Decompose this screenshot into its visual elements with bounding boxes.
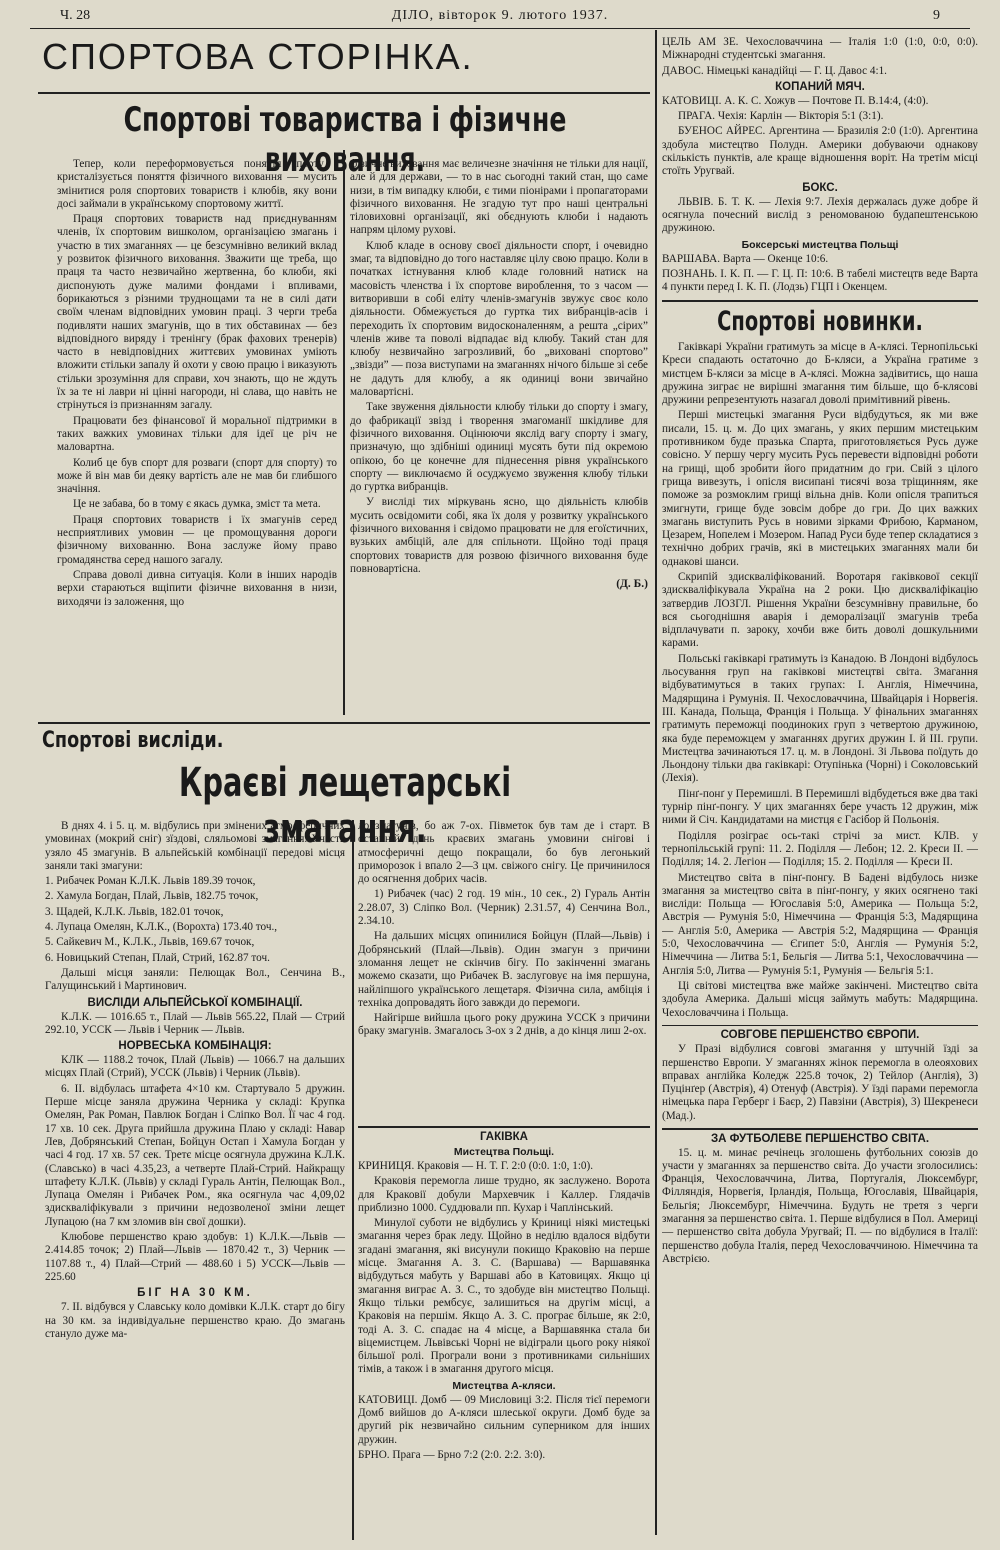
paragraph: ПРАГА. Чехія: Карлін — Вікторія 5:1 (3:1). (678, 110, 884, 123)
paragraph: Колиб це був спорт для розваги (спорт для спорту) то може й він мав би деяку вартість але не мав би глибшого значіння. (57, 456, 337, 496)
paragraph: Минулої суботи не відбулись у Криниці ніякі мистецькі змагання через брак леду. Щойно в неділю вдалося відбути згадані змагання, які висунули покищо Краковію на перше місце. Змагання А. З. С. (Варшава) — Варшавянка відбудуться мабуть у Варшаві або в Катовицях. Якщо ці змагання виграє А. З. С., то здобуде він мистецтво Польщі. Якщо тільки рембсує, залишиться на другім місці, а Краковія на першім. Якщо А. З. С. програє більше, як 2:0, тоді А. З. С. спадає на 4 місце, а Варшавянка стала би віцемистцем. Львівські Чорні не відіграли цього року ніякої більшої ролі. Програли вони з противниками сильніших тімів, а також і в змагання другого місця. (358, 1217, 650, 1376)
paragraph: КЛК — 1188.2 точок, Плай (Львів) — 1066.7 на дальших місцях Плай (Стрий), УССК (Львів) і Черник (Львів). (45, 1054, 345, 1080)
paragraph: 6. II. відбулась штафета 4×10 км. Стартувало 5 дружин. Перше місце заняла дружина Черника у складі: Крупка Омелян, Рак Роман, Павлюк Богдан і Сліпко Вол. Її час 4 год. 17 хв. 10 сек. Друга прийшла дружина Плаю у складі: Навар Лев, Добрянський Степан, Бойцун Остап і Хамула Богдан у часі 4 год. 17 хв. 57 сек. Третє місце осягнула дружина К.Л.К. (Славсько) в часі 4.35,23, а четверте Плай-Стрий. Найкращу штафету К.Л.К. (Львів) у складі Гураль Антін, Пелющак Вол., Лупаца Омелян і Рибачек Ром., яка осягнула час 4,09,02 здискваліфікували з причини недозволеної зміни лещет Лупацою (на 7 км зломив він свої дошки). (45, 1082, 345, 1228)
result-line: 4. Лупаца Омелян, К.Л.К., (Ворохта) 173.40 точ., (45, 921, 278, 934)
paragraph: Перші мистецькі змагання Руси відбудуться, як ми вже писали, 15. ц. м. До цих змагань, у яких першим мистецьким противником буде празька Спарта, приготовляється Русь дуже совісно. У першу чергу мусить Русь перевести відповідні роботи на грищі, щоб зробити його придатним до гри. Свій з цілого грища вивезуть, і опісля висипані тисячі воза тріщинням, яке поможе за розмоклим грищі вільна днів. Коли опісля трапиться змигнути, грище буде зовсім добре до гри. До цих важких змагань виступить Русь в новими зірками Фрибою, Карманом, Цезарем, Нопелем і Мозером. Напад Руси буде тепер складатися з технічно добрих грачів, які в мистецьких змаганнях мали би однакові шанси. (662, 409, 978, 568)
paragraph: Це не забава, бо в тому є якась думка, зміст та мета. (73, 498, 321, 511)
paragraph: Скрипій здискваліфікований. Воротаря гаківкової секції здискваліфікувала Україна на 2 роки. Цю дискваліфікацію затвердив ЛОЗГЛ. Рішення України безсумнівну правильне, бо вся сьогоднішня аварія і деморалізації змагунів треба відплачувати п. зароку, хочби вже бить доволі дошкульними карами. (662, 571, 978, 650)
paragraph: Праця спортових товариств над приєднуванням членів, їх спортовим вишколом, організацією змагань і участю в тих змаганнях — це безсумнівно великий вклад у розвиток фізичного виховання. Зважити ще треба, що праця та часто незвичайно жертвенна, бо клюби, які диспонують дуже малими фондами і впливами, борикаються з різними труднощами та не в силі дати своїм членам відповідних умовин праці. З черги треба подивляти наших змагунів, що в тих обставинах — без відповідного виряду і тренінгу (брак фахових тренерів) часто в невідповідних життєвих умовинах уміють вложити стільки запалу й охоти у свою працю і виказують стільки зрозуміння для справи, хоч знають, що не ждуть їх за те ні лаври ні цінні нагороди, ні слава, що навіть не стрінуться із признанням загалу. (57, 213, 337, 412)
paragraph: У висліді тих міркувань ясно, що діяльність клюбів мусить освідомити собі, яка їх доля у розвитку українського фізичного виховання і свідомо працювати не для егоїстичних, вузьких амбіцій, але для спільноти. Щойно тоді праця спортових товариств для розвою фізичного виховання буде повновартісна. (350, 496, 648, 575)
article2-title: Краєві лещетарські змагання. (178, 760, 512, 852)
result-line: 1. Рибачек Роман К.Л.К. Львів 189.39 точок, (45, 875, 256, 888)
rule (662, 1025, 978, 1027)
boxing-subheading: Боксерські мистецтва Польщі (741, 238, 899, 251)
paragraph: Працювати без фінансової й моральної підтримки в таких важких умовинах тільки для ідеї це річ не маловартна. (57, 414, 337, 454)
hockey-column (358, 1130, 650, 1545)
paragraph: Найгірше вийшла цього року дружина УССК з причини браку змагунів. Змагалось 3-ох з 2 днів, а до кінця лиш 2-ох. (358, 1012, 650, 1038)
paragraph: 15. ц. м. минає речінець зголошень футбольних союзів до участи у змаганнях за першенство світа. До участи зголосились: Франція, Чехословаччина, Литва, Португалія, Люксембург, Філляндія, Норвегія, Ірландія, Польща, Югославія, Швайцарія, Бельгія; Люксембург, Німеччина. Будуть не третя з черги змагання за першенство світа. 1. Перше відбулися в Пол. Америці — першенство світа добула Уругвай; П. — по відбулися в Італії: першенство добула Італія, перед Чехословаччиною. Німеччина та Австрією. (662, 1146, 978, 1265)
alpine-heading: ВИСЛІДИ АЛЬПЕЙСЬКОЇ КОМБІНАЦІЇ. (87, 996, 303, 1009)
section-title: Спортові висліди. (42, 728, 224, 753)
paragraph: ВАРШАВА. Варта — Окенце 10:6. (662, 252, 829, 265)
race-heading: БІГ НА 30 КМ. (137, 1287, 253, 1300)
paragraph: К.Л.К. — 1016.65 т., Плай — Львів 565.22, Плай — Стрий 292.10, УССК — Львів і Черник — Львів. (45, 1010, 345, 1036)
nordic-heading: НОРВЕСЬКА КОМБІНАЦІЯ: (118, 1040, 272, 1053)
paragraph: Клюбове першенство краю здобув: 1) К.Л.К.—Львів — 2.414.85 точок; 2) Плай—Львів — 1870.42 т., 3) Черник — 1107.88 т., 4) Плай—Стрий — 488.60 і 5) УССК—Львів — 225.60 (45, 1231, 345, 1283)
paragraph: Ці світові мистецтва вже майже закінчені. Мистецтво світа здобула Америка. Дальші місця займуть мабуть: Мадярщина. Чехословаччина і Польща. (662, 979, 978, 1019)
paragraph: фізичне виховання має величезне значіння не тільки для нації, але й для держави, — то в нас сьогодні такий стан, що саме низи, в тім випадку клюби, є тими піонірами і пропагаторами фізичного виховання. Не згадую тут про наші центральні тіловиховні організації, які обєднують клюби і надають напрям цілому рухові. (350, 158, 648, 237)
paragraph: ЛЬВІВ. Б. Т. К. — Лехія 9:7. Лехія держалась дуже добре й осягнула почесний вислід з реномованою будапештенською дружиною. (662, 195, 978, 235)
paragraph: 1) Рибачек (час) 2 год. 19 мін., 10 сек., 2) Гураль Антін 2.28.07, 3) Сліпко Вол. (Черник) 2.31.57, 4) Сенчина Вол., 2.34.10. (358, 888, 650, 928)
right-column (662, 36, 978, 1541)
hockey-subheading: Мистецтва Польщі. (453, 1146, 555, 1158)
worldcup-heading: ЗА ФУТБОЛЕВЕ ПЕРШЕНСТВО СВІТА. (710, 1132, 930, 1145)
issue-number: Ч. 28 (60, 8, 91, 23)
article1-column-1 (57, 158, 337, 720)
article1-title: Спортові товариства і фізичне виховання. (123, 100, 567, 180)
masthead-line: ДІЛО, вівторок 9. лютого 1937. (391, 8, 609, 23)
skating-heading: СОВГОВЕ ПЕРШЕНСТВО ЄВРОПИ. (720, 1029, 920, 1042)
paragraph: Праця спортових товариств і їх змагунів серед несприятливих умовин — це промощування дороги фізичному вихованню. Вона заслуже йому право громадянства серед нашого загалу. (57, 513, 337, 566)
column-divider-right (655, 30, 657, 1535)
paragraph: В днях 4. і 5. ц. м. відбулись при змінених атмосферичних умовинах (мокрий сніг) зїздові, сляльомові змагання. Участь узяло 45 змагунів. В альпейській комбінації передові місця заняли такі змагуни: (45, 820, 345, 872)
news-heading: Спортові новинки. (717, 305, 923, 337)
paragraph: БУЕНОС АЙРЕС. Аргентина — Бразилія 2:0 (1:0). Аргентина здобула мистецтво Полудн. Америки добуваючи однакову скількість пунктів, але краще відношення воріт. На третім місці стоїть Уругвай. (662, 125, 978, 178)
article1-column-2 (350, 158, 648, 720)
paragraph: Тепер, коли переформовується поняття спорту і кристалізується поняття фізичного виховання — мусить змінитися роля спортових товариств і клюбів, яку вони досі займали в українському спортовому життї. (57, 158, 337, 210)
page-number: 9 (933, 8, 940, 23)
paragraph: ло змагунів, бо аж 7-ох. Півметок був там де і старт. В останній день краєвих змагань умовини снігові і атмосферичні дещо покращали, бо був легонький приморозок і впало 2—3 цм. свіжого снігу. Це причинилося до осягнення добрих часів. (358, 820, 650, 886)
column-divider-mid (343, 150, 345, 715)
paragraph: Поділля розіграє ось-такі стрічі за мист. КЛВ. у тернопільській групі: 11. 2. Поділля — Лебон; 12. 2. Креси II. — Поділля; 14. 2. Легіон — Поділля; 15. 2. Поділля — Креси II. (662, 829, 978, 869)
paragraph: КРИНИЦЯ. Краковія — Н. Т. Г. 2:0 (0:0. 1:0, 1:0). (358, 1160, 594, 1172)
page-title: СПОРТОВА СТОРІНКА. (42, 36, 474, 77)
rule (662, 300, 978, 302)
article2-column-1 (45, 820, 345, 1545)
paragraph: ПОЗНАНЬ. І. К. П. — Г. Ц. П: 10:6. В табелі мистецтв веде Варта 4 пункти перед І. К. П. (Лодзь) ГЦП і Окенцем. (662, 267, 978, 294)
paragraph: У Празі відбулися совгові змагання у штучній їзді за першенство Европи. У змаганнях жінок перемогла в олеояхових вправах англійка Коледж 225.8 точок, 2) Тейлор (Англія), 3) Пуцінґер (Австрія), 4) Отенуф (Австрія). У їзді парами перемогла німецька пара Герберг і Баєр, 2) Павзіни (Австрія), 3) Шекренеси (Мад.). (662, 1043, 978, 1122)
paragraph: Клюб кладе в основу своєї діяльности спорт, і очевидно змаг, та відповідно до того наставляє цілу свою працю. Коли в початках істнування клюб кладе головний натиск на масовість членства і їх спортове вироблення, то з часом — витворивши в собі еліту членів-змагунів звужує своє коло діяльности. Обмежується до гуртка тих вибранців-асів і переходить їх спортовим видосконаленням, а решта „сірих” членів живе та поволі відпадає від клюбу. Такий стан для клюбу незвичайно загрозливий, бо „виховані спортово” „звізди” — поза виступами на змаганнях нічого більше зі себе не дадуть для клюбу, а як одиниці вони звичайно маловартісні. (350, 239, 648, 399)
paragraph: Таке звуження діяльности клюбу тільки до спорту і змагу, до фабрикації звізд і творення змагоманії шкідливе для фізичного виховання. Оцінюючи якслід вагу спорту і змагу, призначую, що здібніші одиниці мусять бути під окремою опікою, бо це конечне для піднесення рівня українського спорту — виключаємо й осуджуємо звуження клюбу тільки до гуртка вибранців. (350, 401, 648, 494)
paragraph: ДАВОС. Німецькі канадійці — Г. Ц. Давос 4:1. (662, 64, 887, 77)
paragraph: Пінґ-понґ у Перемишлі. В Перемишлі відбудеться вже два такі турнір пінґ-понгу. У цих змаганнях бере участь 12 дружин, між ними й Січ. Кандидатами на мистця є Гасібор й Польонія. (662, 787, 978, 827)
paragraph: На дальших місцях опинилися Бойцун (Плай—Львів) і Добрянський (Плай—Львів). Один змагун з причини зломання лещет не скінчив бігу. По закінченні змагань можемо сказати, що Рибачек В. заслуговує на імя першуна, найліпшого українського лещетаря. Фізична сила, амбіція і техніка допровадять його завжди до перемоги. (358, 930, 650, 1009)
paragraph: Мистецтво світа в пінґ-понгу. В Бадені відбулось низке змагання за мистецтво світа в пінґ-понгу, у яких осягнено такі висліди: Польща — Югославія 5:0, Америка — Польща 5:2, Австрія — Румунія 5:0, Німеччина — Франція 5:3, Мадярщина — Англія 5:0, Америка — Австрія 5:2, Мадярщина — Франція 5:0, Чехословаччина — Єгипет 5:0, Англія — Румунія 5:2, Німеччина — Литва 5:1, Бельгія — Литва 5:1, Чехословаччина — Англія 5:0, Литва — Румунія 5:1, Румунія — Бельгія 5:1. (662, 871, 978, 977)
paragraph: БРНО. Прага — Брно 7:2 (2:0. 2:2. 3:0). (358, 1448, 546, 1461)
boxing-heading: БОКС. (802, 181, 838, 194)
football-heading: КОПАНИЙ МЯЧ. (775, 80, 865, 93)
result-line: 2. Хамула Богдан, Плай, Львів, 182.75 точок, (45, 890, 259, 903)
hockey-rule (358, 1126, 650, 1128)
hockey-subheading-2: Мистецтва А-кляси. (452, 1379, 556, 1392)
paragraph: Краковія перемогла лише трудно, як заслужено. Ворота для Краковії добули Мархевчик і Каллер. Глядачів приблизно 1000. Суддювали пп. Кухар і Чаплінський. (358, 1175, 650, 1214)
article-separator (38, 722, 650, 724)
running-head (30, 6, 970, 29)
title-rule (38, 92, 650, 94)
result-line: 5. Сайкевич М., К.Л.К., Львів, 169.67 точок, (45, 936, 255, 949)
paragraph: ЦЕЛЬ АМ ЗЕ. Чехословаччина — Італія 1:0 (1:0, 0:0, 0:0). Міжнародні студентські змагання. (662, 36, 978, 62)
paragraph: Дальші місця заняли: Пелющак Вол., Сенчина В., Галущинський і Мартинович. (45, 966, 345, 993)
article2-column-2 (358, 820, 650, 1120)
paragraph: Гаківкарі України гратимуть за місце в А-клясі. Тернопільські Креси спадають остаточно до Б-кляси, а Україна гратиме з мистцем Б-кляси за місце в А-клясі. Можна задівитись, що наша дружина зиграє не вирішні змагання тим більше, що б-клясові дружини репрезентують назагал доволі примітивний рівень. (662, 340, 978, 407)
paragraph: Справа доволі дивна ситуація. Коли в інших народів верхи стараються вщіпити фізичне виховання в низи, виходячи із заложення, що (57, 568, 337, 608)
paragraph: Польські гаківкарі гратимуть із Канадою. В Лондоні відбулось льосування груп на гаківкові мистецтві світа. Змагання відбуватимуться в таких групах: І. Англія, Німеччина, Мадярщина і Румунія. II. Чехословаччина, Швайцарія і Норвегія. III. Канада, Польща, Франція і Польща. У фінальних змаганнях гратимуть переможці поодиноких груп з четвертою дружиною, яка буде переможцем у змаганнях других дружин І. й ІІІ. групи. Мистецтва зачинаються 17. ц. м. в Лондоні. Зі Львова поїдуть до Льондону тільки два гаківкарі: Отупінька (Чорні) і Соколовський (Лехія). (662, 652, 978, 785)
hockey-heading: ГАКІВКА (480, 1131, 528, 1143)
column-divider-lower (352, 820, 354, 1540)
rule (662, 1128, 978, 1130)
paragraph: КАТОВИЦІ. А. К. С. Хожув — Почтове П. В.14:4, (4:0). (662, 94, 929, 107)
paragraph: КАТОВИЦІ. Домб — 09 Мисловиці 3:2. Після тієї перемоги Домб вийшов до А-кляси шлеської округи. Домб буде за другий рік незвичайно сильним суперником для інших дружин. (358, 1393, 650, 1446)
result-line: 6. Новицький Степан, Плай, Стрий, 162.87 точ. (45, 951, 270, 964)
author-signature: (Д. Б.) (616, 578, 648, 591)
result-line: 3. Щадей, К.Л.К. Львів, 182.01 точок, (45, 905, 224, 918)
paragraph: 7. II. відбувся у Славську коло домівки К.Л.К. старт до бігу на 30 км. за індивідуальне першенство краю. До змагань стануло дуже ма- (45, 1301, 345, 1340)
